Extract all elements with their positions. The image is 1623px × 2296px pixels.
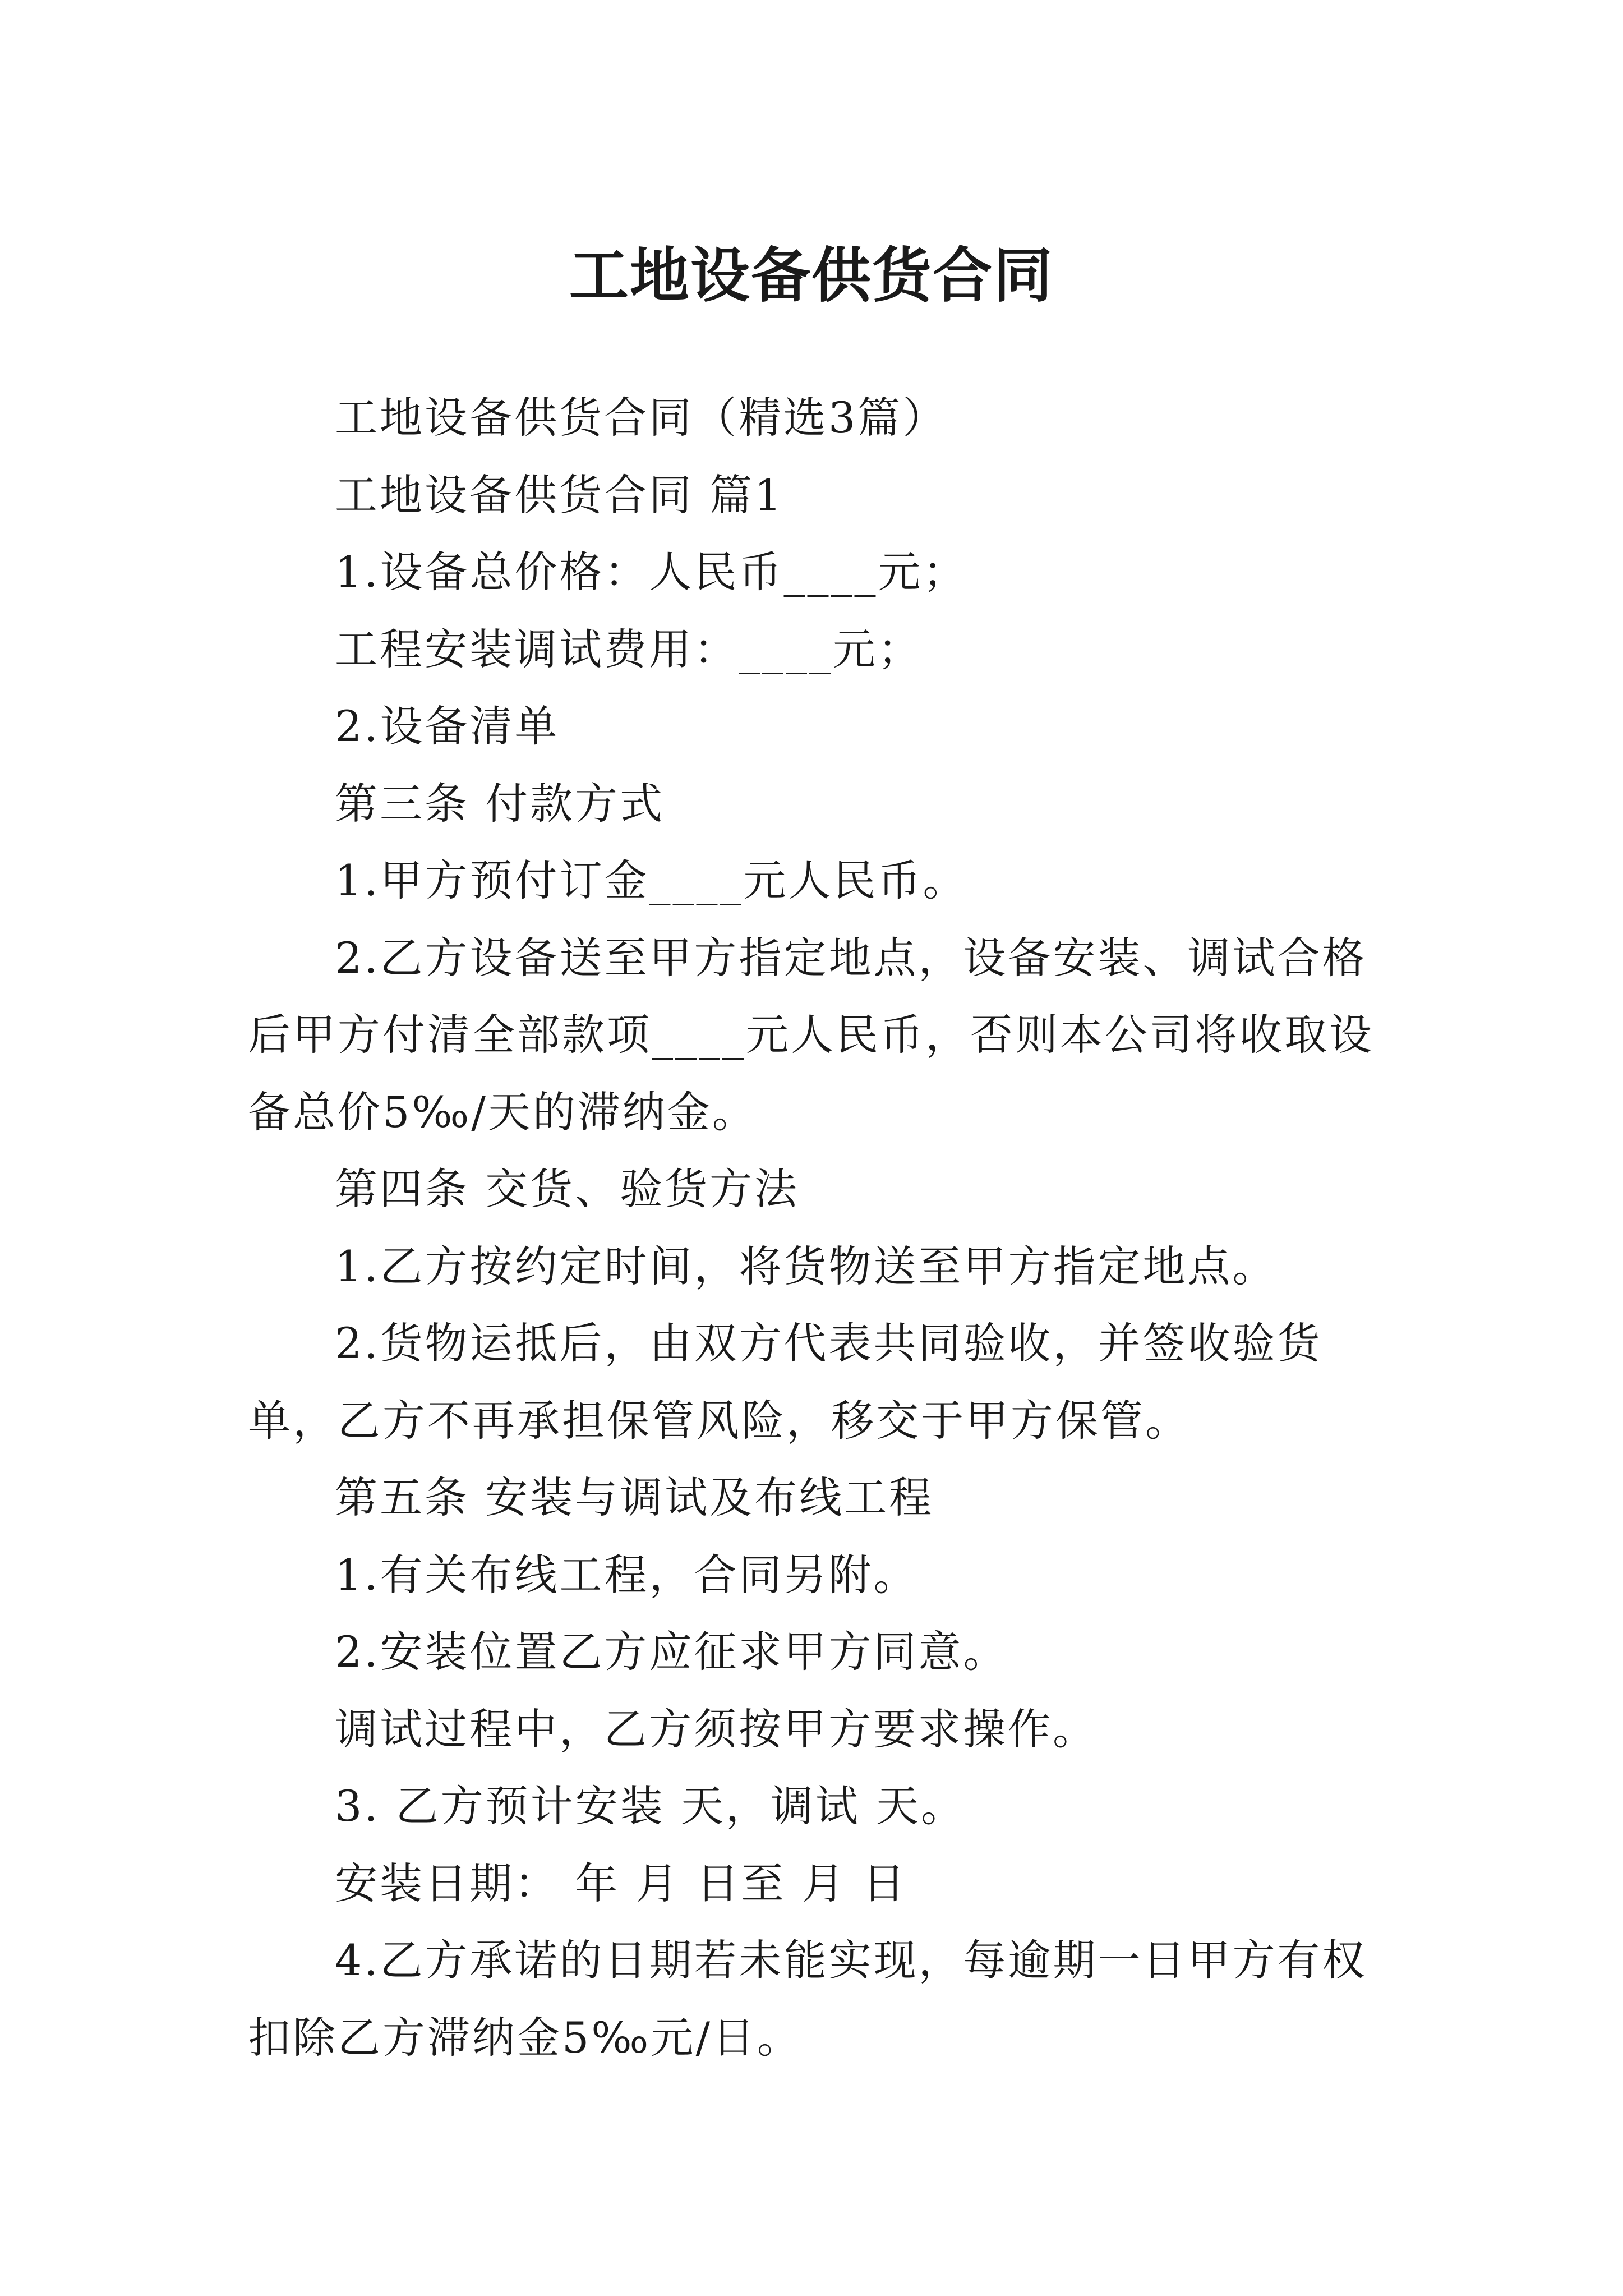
paragraph-wiring: 1.有关布线工程，合同另附。 xyxy=(335,1549,919,1600)
paragraph-acceptance: 2.货物运抵后，由双方代表共同验收，并签收验货单，乙方不再承担保管风险，移交于甲方保管。 xyxy=(248,1318,1322,1446)
document-body xyxy=(248,379,1375,2076)
paragraph-equipment-list: 2.设备清单 xyxy=(335,701,560,751)
paragraph-install-fee: 工程安装调试费用：____元； xyxy=(335,624,923,674)
document-title: 工地设备供货合同 xyxy=(569,240,1054,311)
paragraph-delivery: 1.乙方按约定时间，将货物送至甲方指定地点。 xyxy=(335,1241,1278,1291)
paragraph-schedule: 3. 乙方预计安装 天，调试 天。 xyxy=(335,1781,966,1831)
paragraph-article-4-heading: 第四条 交货、验货方法 xyxy=(335,1164,800,1214)
paragraph-late-penalty: 4.乙方承诺的日期若未能实现，每逾期一日甲方有权扣除乙方滞纳金5‰元/日。 xyxy=(248,1935,1367,2063)
paragraph-debugging: 调试过程中，乙方须按甲方要求操作。 xyxy=(335,1704,1098,1754)
paragraph-total-price: 1.设备总价格：人民币____元； xyxy=(335,547,968,597)
paragraph-article-3-heading: 第三条 付款方式 xyxy=(335,778,665,829)
paragraph-part-heading: 工地设备供货合同 篇1 xyxy=(335,470,784,520)
paragraph-final-payment: 2.乙方设备送至甲方指定地点，设备安装、调试合格后甲方付清全部款项____元人民币，否则本公司将收取设备总价5‰/天的滞纳金。 xyxy=(248,932,1374,1137)
paragraph-deposit: 1.甲方预付订金____元人民币。 xyxy=(335,855,968,905)
paragraph-article-5-heading: 第五条 安装与调试及布线工程 xyxy=(335,1473,934,1522)
paragraph-selection-note: 工地设备供货合同（精选3篇） xyxy=(335,393,948,443)
paragraph-install-date: 安装日期： 年 月 日至 月 日 xyxy=(335,1858,907,1908)
paragraph-install-location: 2.安装位置乙方应征求甲方同意。 xyxy=(335,1627,1008,1677)
